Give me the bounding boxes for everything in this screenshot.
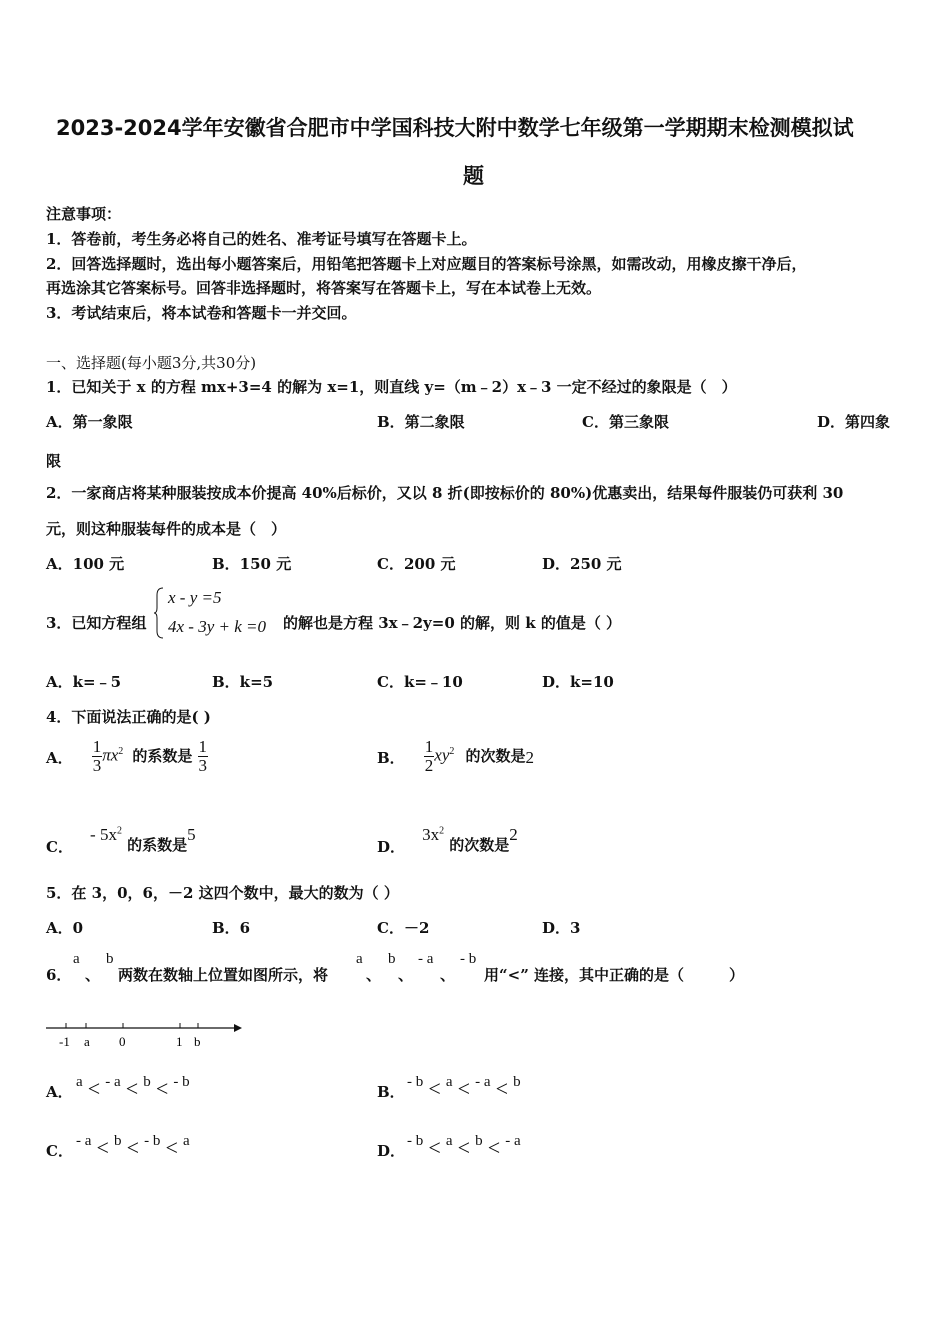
less-than: < [165,1135,178,1160]
separator: 、 [398,966,414,984]
q3-option-a: A．k=﹣5 [46,673,122,691]
q6-option-d-label: D． [377,1142,406,1160]
q1-option-b: B．第二象限 [377,413,465,431]
axis-label: -1 [59,1034,70,1049]
q2-stem-wrap: 元，则这种服装每件的成本是（ ） [46,520,287,538]
q6-option-a-seq [76,1066,190,1101]
option-label: C． [46,838,73,856]
fraction-numerator: 1 [424,737,434,756]
exponent: 2 [118,746,124,758]
term: a [76,1074,83,1090]
option-label: B． [377,748,405,767]
answer-value: 5 [187,825,196,844]
var-b: b [388,951,396,967]
q5-stem: 5．在 3，0，6，－2 这四个数中，最大的数为（ ） [46,884,399,902]
term: - a [105,1074,121,1090]
q6-stem-mid: 两数在数轴上位置如图所示，将 [118,966,329,984]
var-neg-a: - a [418,951,434,967]
q6-option-b-label: B． [377,1083,405,1101]
separator: 、 [440,966,456,984]
fraction [198,738,209,774]
notes-heading: 注意事项： [46,205,122,223]
note-item: 1．答卷前，考生务必将自己的姓名、准考证号填写在答题卡上。 [46,230,477,248]
var-neg-b: - b [460,951,477,967]
term: - b [144,1133,161,1149]
less-than: < [87,1076,101,1101]
less-than: < [96,1135,109,1160]
q4-option-c [46,824,196,856]
q2-option-d: D．250 元 [542,555,622,573]
note-item: 2．回答选择题时，选出每小题答案后，用铅笔把答题卡上对应题目的答案标号涂黑，如需改动，用橡皮擦干净后， [46,255,807,273]
exponent: 2 [116,825,122,837]
axis-label: b [194,1034,201,1049]
option-label: A． [46,748,73,767]
term: - a [505,1133,521,1149]
answer-value: 2 [525,747,534,767]
term: - b [407,1074,424,1090]
math-expression: xy [434,745,450,765]
term: b [114,1133,122,1149]
section-heading: 一、选择题(每小题3分,共30分) [46,354,257,372]
less-than: < [495,1076,509,1101]
q3-equation-2: 4x - 3y + k =0 [168,617,266,636]
separator: 、 [366,966,382,984]
q1-option-d-wrap: 限 [46,452,62,470]
q1-option-d: D．第四象 [817,413,891,431]
term: - a [76,1133,92,1149]
separator: 、 [85,966,101,984]
axis-label: a [84,1034,90,1049]
q6-option-a-label: A． [46,1083,73,1101]
page-title-wrap: 题 [463,164,484,188]
q3-prefix: 3．已知方程组 [46,614,147,632]
q3-option-d: D．k=10 [542,673,614,691]
term: b [513,1074,521,1090]
q2-option-c: C．200 元 [377,555,456,573]
fraction-numerator: 1 [198,737,207,756]
term: b [143,1074,151,1090]
q5-option-d: D．3 [542,919,581,937]
q2-option-a: A．100 元 [46,555,125,573]
q6-option-c-seq [76,1125,190,1160]
q4-stem: 4．下面说法正确的是( ) [46,708,211,726]
q3-option-c: C．k=﹣10 [377,673,463,691]
option-text: 的次数是 [465,746,526,765]
axis-label: 0 [119,1034,126,1049]
brace-icon [153,586,165,640]
q5-option-c: C．－2 [377,919,430,937]
less-than: < [125,1076,139,1101]
less-than: < [428,1076,441,1101]
math-expression: πx [102,745,119,765]
number-line [44,1018,248,1052]
term: - b [173,1074,190,1090]
math-expression: 3x [422,825,440,844]
q6-stem-end: 用“<” 连接，其中正确的是（ ） [484,966,745,984]
option-text: 的次数是 [449,836,510,854]
q1-option-c: C．第三象限 [582,413,669,431]
q5-option-b: B．6 [212,919,251,937]
less-than: < [155,1076,169,1101]
fraction-numerator: 1 [92,737,102,756]
fraction-denominator: 3 [92,756,102,775]
q4-option-a [46,738,208,774]
q4-option-b [377,738,534,774]
q6-number: 6． [46,966,72,984]
q1-stem: 1．已知关于 x 的方程 mx+3=4 的解为 x=1，则直线 y=（m﹣2）x﹣3 一定不经过的象限是（ ） [46,378,737,396]
fraction [424,738,435,774]
q3-equation-1: x - y =5 [168,588,222,607]
option-text: 的系数是 [127,836,188,854]
less-than: < [457,1135,471,1160]
note-item: 再选涂其它答案标号。回答非选择题时，将答案写在答题卡上，写在本试卷上无效。 [46,279,602,297]
exponent: 2 [449,746,455,758]
less-than: < [126,1135,140,1160]
exponent: 2 [439,825,445,837]
q5-option-a: A．0 [46,919,84,937]
page-title: 2023-2024学年安徽省合肥市中学国科技大附中数学七年级第一学期期末检测模拟试 [56,116,854,140]
term: b [475,1133,483,1149]
note-item: 3．考试结束后，将本试卷和答题卡一并交回。 [46,304,357,322]
q6-option-b-seq [407,1066,521,1101]
q6-option-c-label: C． [46,1142,73,1160]
fraction [92,738,103,774]
less-than: < [428,1135,441,1160]
q4-option-d [377,824,518,856]
option-label: D． [377,838,406,856]
term: a [445,1133,453,1149]
q1-option-a: A．第一象限 [46,413,133,431]
q2-stem: 2．一家商店将某种服装按成本价提高 40%后标价，又以 8 折(即按标价的 80%)优惠卖出，结果每件服装仍可获利 30 [46,484,844,502]
q3-option-b: B．k=5 [212,673,274,691]
option-text: 的系数是 [132,746,193,765]
var-a: a [73,951,80,967]
term: - b [407,1133,424,1149]
var-a: a [356,951,363,967]
term: a [445,1074,453,1090]
q6-option-d-seq [407,1125,521,1160]
term: a [182,1133,190,1149]
term: - a [475,1074,491,1090]
axis-label: 1 [176,1034,183,1049]
q3-suffix: 的解也是方程 3x﹣2y=0 的解，则 k 的值是（ ） [283,614,622,632]
var-b: b [106,951,114,967]
math-expression: - 5x [90,825,117,844]
answer-value: 2 [509,825,518,844]
fraction-denominator: 2 [424,756,434,775]
less-than: < [487,1135,501,1160]
q2-option-b: B．150 元 [212,555,292,573]
fraction-denominator: 3 [198,756,207,775]
less-than: < [457,1076,471,1101]
